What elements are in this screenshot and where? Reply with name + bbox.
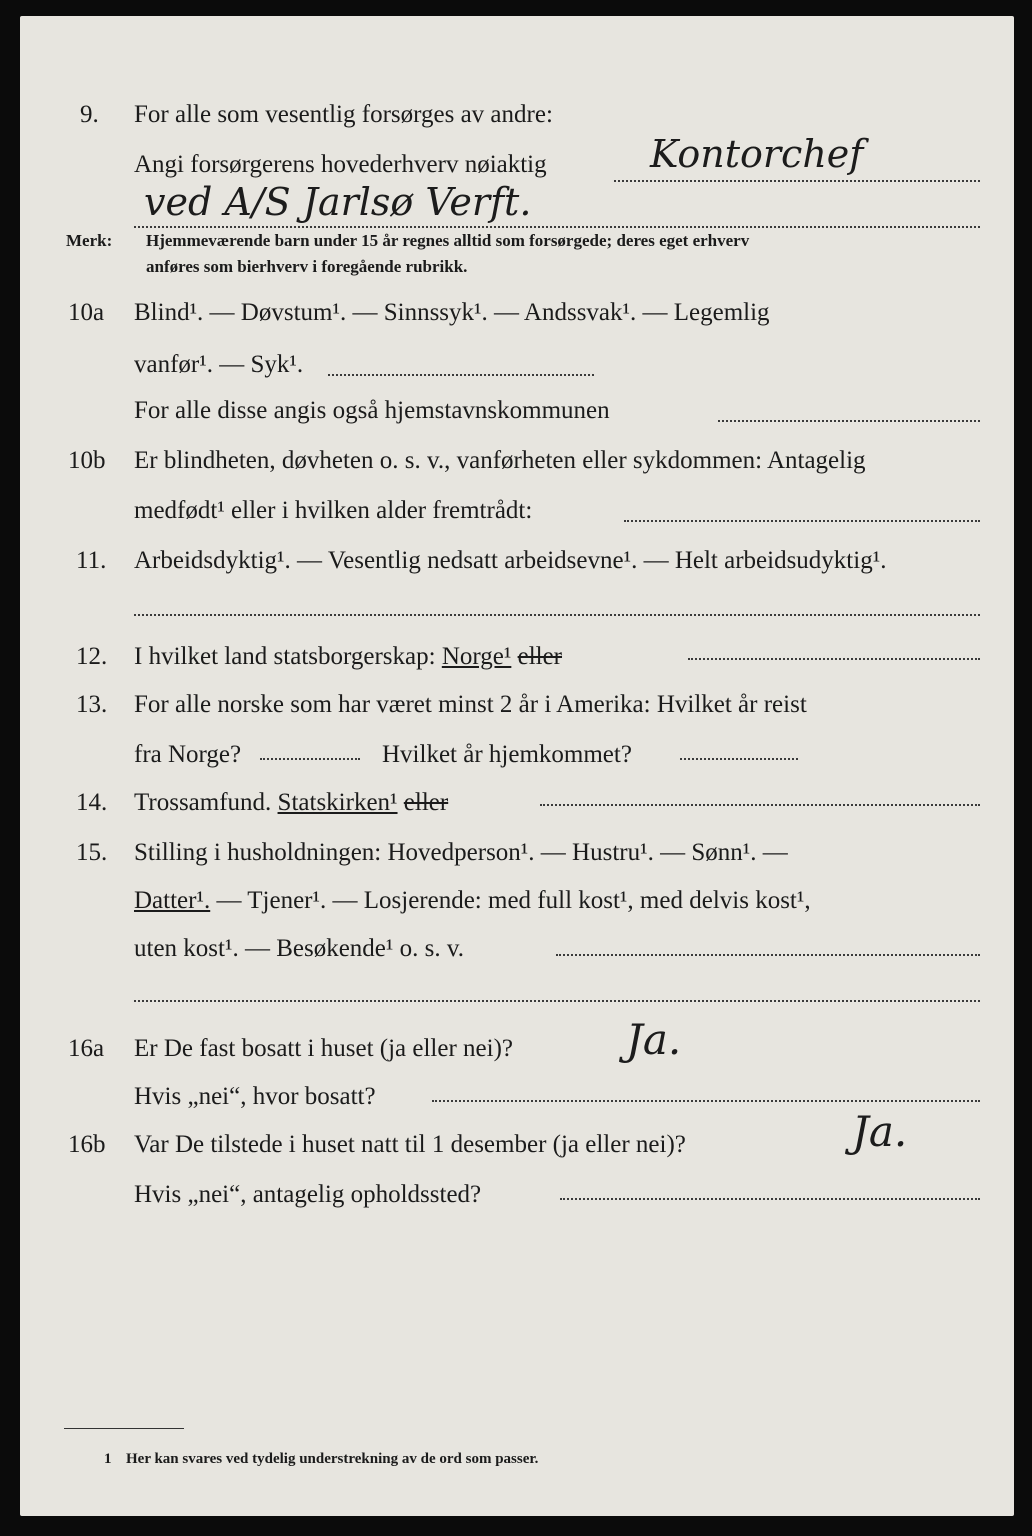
q16a-line1: Er De fast bosatt i huset (ja eller nei)? — [134, 1035, 514, 1062]
q14-answer-line[interactable] — [540, 804, 980, 806]
q16b-line1: Var De tilstede i huset natt til 1 desember (ja eller nei)? — [134, 1131, 686, 1158]
q14-line — [134, 788, 448, 818]
footnote-rule — [64, 1428, 184, 1429]
q9-handwritten-employer: ved A/S Jarlsø Verft. — [144, 180, 532, 224]
q10a-line1: Blind¹. — Døvstum¹. — Sinnssyk¹. — Andssvak¹. — Legemlig — [134, 299, 770, 326]
merk-line2: anføres som bierhverv i foregående rubrikk. — [146, 257, 468, 276]
q15-option-datter[interactable]: Datter¹. — [134, 887, 211, 914]
q16b-number: 16b — [68, 1131, 106, 1158]
q10a-line3: For alle disse angis også hjemstavnskommunen — [134, 397, 610, 424]
q14-prefix: Trossamfund. — [134, 789, 272, 816]
q16a-line2: Hvis „nei“, hvor bosatt? — [134, 1083, 376, 1110]
q14-eller: eller — [403, 789, 449, 816]
q13-reist-answer-line[interactable] — [260, 758, 360, 760]
q9-answer-line1[interactable] — [614, 180, 980, 182]
q13-line2a: fra Norge? — [134, 741, 242, 768]
q15-line2-rest: — Tjener¹. — Losjerende: med full kost¹, med delvis kost¹, — [216, 887, 811, 914]
q12-option-norge[interactable]: Norge¹ — [441, 643, 512, 670]
q10b-line1: Er blindheten, døvheten o. s. v., vanførheten eller sykdommen: Antagelig — [134, 447, 866, 474]
q15-line1: Stilling i husholdningen: Hovedperson¹. — Hustru¹. — Sønn¹. — — [134, 839, 788, 866]
q13-line2b: Hvilket år hjemkommet? — [382, 741, 632, 768]
q11-number: 11. — [76, 547, 107, 574]
q9-line1: For alle som vesentlig forsørges av andre: — [134, 101, 553, 128]
q9-line2: Angi forsørgerens hovederhverv nøiaktig — [134, 151, 547, 178]
q10a-number: 10a — [68, 299, 105, 326]
q15-line3: uten kost¹. — Besøkende¹ o. s. v. — [134, 935, 465, 962]
q10b-answer-line[interactable] — [624, 520, 980, 522]
q12-number: 12. — [76, 643, 108, 670]
q9-handwritten-occupation: Kontorchef — [650, 132, 864, 176]
q10b-number: 10b — [68, 447, 106, 474]
q12-prefix: I hvilket land statsborgerskap: — [134, 643, 436, 670]
q16a-handwritten-answer: Ja. — [626, 1015, 682, 1064]
q10a-kommune-answer-line[interactable] — [718, 420, 980, 422]
q9-number: 9. — [80, 101, 99, 128]
q11-answer-line[interactable] — [134, 614, 980, 616]
q13-hjemkommet-answer-line[interactable] — [680, 758, 798, 760]
q13-number: 13. — [76, 691, 108, 718]
q15-line2 — [134, 886, 811, 916]
q12-eller: eller — [517, 643, 563, 670]
q16b-line2: Hvis „nei“, antagelig opholdssted? — [134, 1181, 482, 1208]
footnote-mark: 1 — [104, 1451, 112, 1467]
q10a-syk-answer-line[interactable] — [328, 374, 594, 376]
q16a-number: 16a — [68, 1035, 105, 1062]
q12-line — [134, 642, 562, 672]
q15-number: 15. — [76, 839, 108, 866]
q13-line1: For alle norske som har været minst 2 år i Amerika: Hvilket år reist — [134, 691, 807, 718]
q12-answer-line[interactable] — [688, 658, 980, 660]
q10a-line2: vanfør¹. — Syk¹. — [134, 351, 304, 378]
merk-line1: Hjemmeværende barn under 15 år regnes alltid som forsørgede; deres eget erhverv — [146, 231, 750, 250]
q15-answer-line2[interactable] — [134, 1000, 980, 1002]
q9-answer-line2[interactable] — [134, 226, 980, 228]
q16a-answer-line[interactable] — [432, 1100, 980, 1102]
q11-line1: Arbeidsdyktig¹. — Vesentlig nedsatt arbeidsevne¹. — Helt arbeidsudyktig¹. — [134, 547, 887, 574]
merk-label: Merk: — [66, 231, 113, 250]
footnote-text: Her kan svares ved tydelig understrekning av de ord som passer. — [126, 1451, 539, 1467]
q16b-handwritten-answer: Ja. — [852, 1107, 908, 1156]
q10b-line2: medfødt¹ eller i hvilken alder fremtrådt: — [134, 497, 533, 524]
q16b-answer-line[interactable] — [560, 1198, 980, 1200]
census-form-page — [20, 16, 1014, 1516]
q14-number: 14. — [76, 789, 108, 816]
q15-answer-line1[interactable] — [556, 954, 980, 956]
q14-option-statskirken[interactable]: Statskirken¹ — [277, 789, 398, 816]
